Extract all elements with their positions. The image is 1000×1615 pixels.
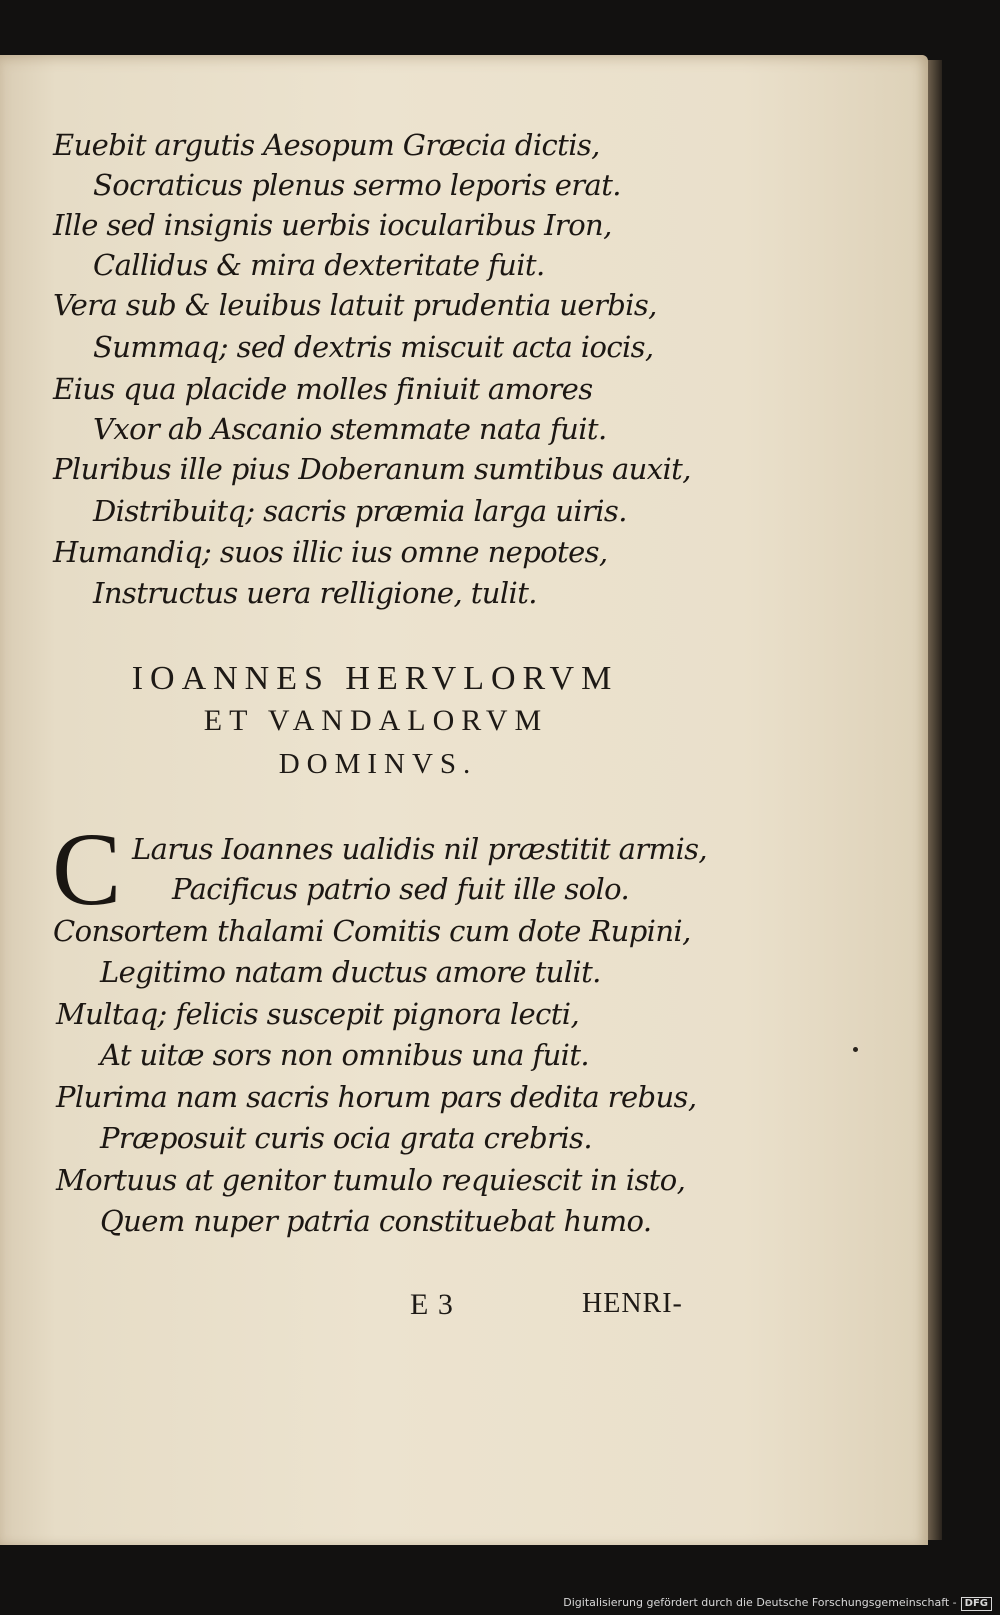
verse-line: At uitæ sors non omnibus una fuit.: [100, 1038, 589, 1072]
verse-line: Humandiq; suos illic ius omne nepotes,: [53, 535, 608, 569]
verse-line: Quem nuper patria constituebat humo.: [100, 1204, 652, 1238]
dfg-logo: DFG: [961, 1597, 992, 1611]
verse-line: Ille sed insignis uerbis iocularibus Iron,: [53, 208, 612, 242]
verse-line: Plurima nam sacris horum pars dedita rebus,: [56, 1080, 697, 1114]
drop-cap-initial: C: [52, 812, 122, 927]
verse-line: Eius qua placide molles finiuit amores: [53, 372, 593, 406]
verse-line: Pacificus patrio sed fuit ille solo.: [172, 872, 630, 906]
verse-line: Callidus & mira dexteritate fuit.: [93, 248, 545, 282]
verse-line: Socraticus plenus sermo leporis erat.: [93, 168, 621, 202]
verse-line: Pluribus ille pius Doberanum sumtibus auxit,: [53, 452, 691, 486]
section-heading-line-2: ET VANDALORVM: [203, 704, 549, 737]
verse-line: Instructus uera relligione, tulit.: [93, 576, 537, 610]
section-heading-line-1: IOANNES HERVLORVM: [131, 660, 619, 697]
ink-speck: [853, 1047, 858, 1052]
page-edge: [928, 60, 942, 1540]
catchword: HENRI-: [582, 1288, 683, 1319]
section-heading-line-3: DOMINVS.: [278, 748, 478, 780]
verse-line: Summaq; sed dextris miscuit acta iocis,: [93, 330, 654, 364]
verse-line: Mortuus at genitor tumulo requiescit in isto,: [56, 1163, 686, 1197]
verse-line: Distribuitq; sacris præmia larga uiris.: [93, 494, 627, 528]
verse-line: Vxor ab Ascanio stemmate nata fuit.: [93, 412, 607, 446]
signature-mark: E 3: [410, 1288, 454, 1321]
verse-line: Vera sub & leuibus latuit prudentia uerbis,: [53, 288, 657, 322]
verse-line: Præposuit curis ocia grata crebris.: [100, 1121, 592, 1155]
digitization-credit: [563, 1596, 992, 1611]
verse-line: Multaq; felicis suscepit pignora lecti,: [56, 997, 580, 1031]
verse-line: Legitimo natam ductus amore tulit.: [100, 955, 601, 989]
verse-line: Euebit argutis Aesopum Græcia dictis,: [53, 128, 600, 162]
verse-line: Larus Ioannes ualidis nil præstitit armis,: [132, 832, 708, 866]
credit-text: Digitalisierung gefördert durch die Deutsche Forschungsgemeinschaft -: [563, 1596, 957, 1609]
verse-line: Consortem thalami Comitis cum dote Rupini,: [53, 914, 691, 948]
